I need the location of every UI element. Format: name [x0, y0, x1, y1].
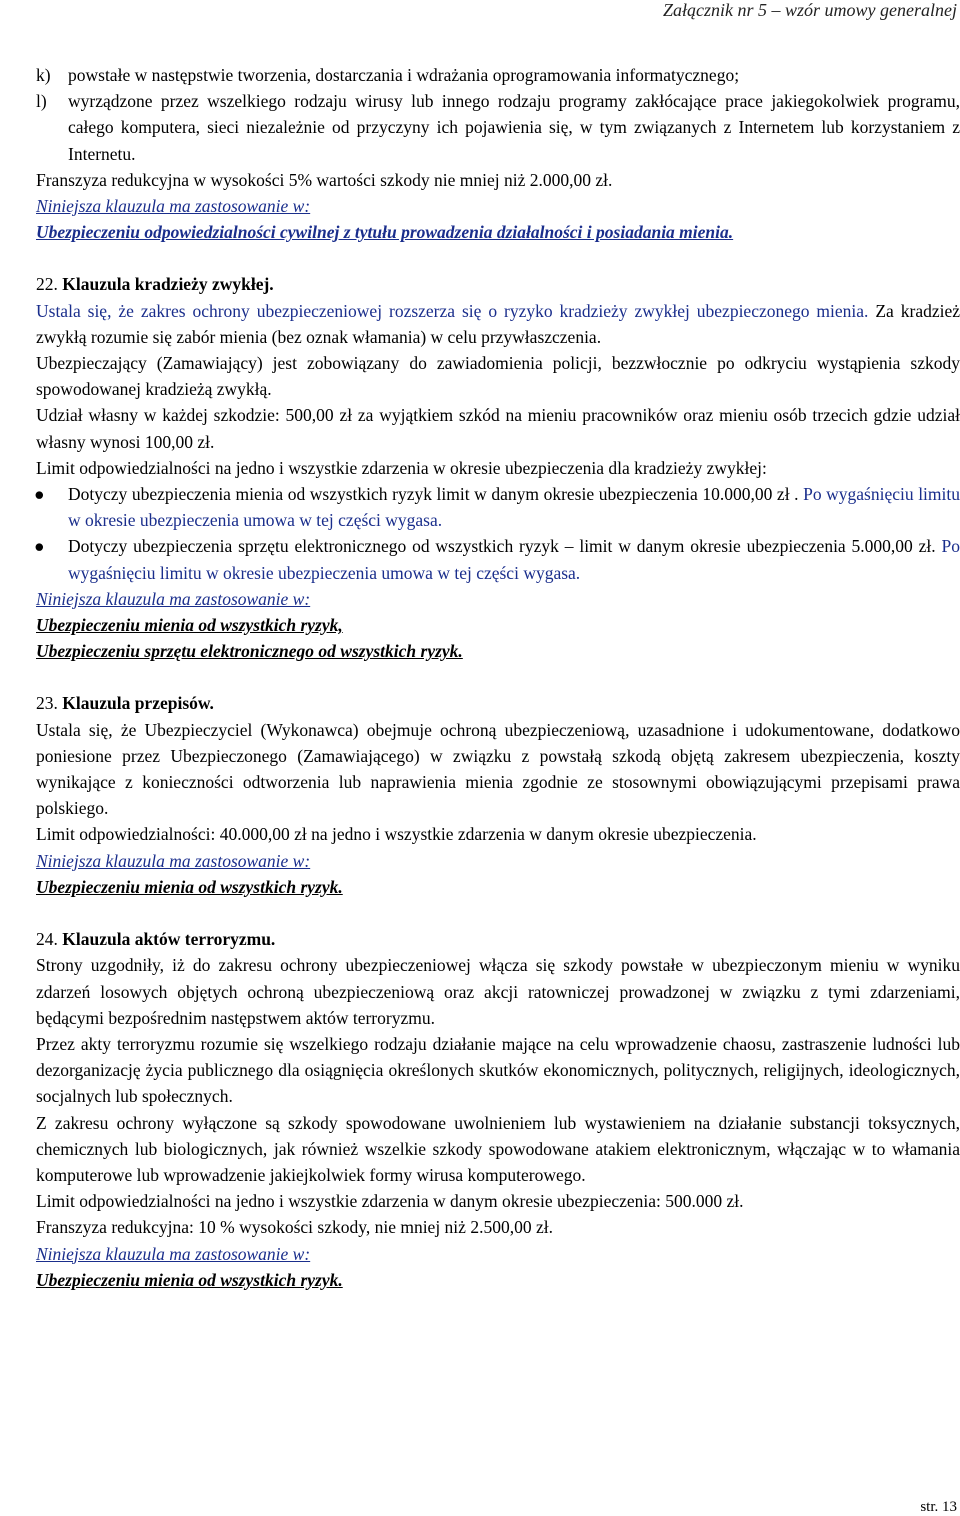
s24-paragraph-5: Franszyza redukcyjna: 10 % wysokości szkody, nie mniej niż 2.500,00 zł.	[36, 1217, 553, 1238]
applies-label: Niniejsza klauzula ma zastosowanie w:	[36, 588, 311, 609]
bullet-icon: ●	[34, 484, 45, 505]
s24-paragraph-2: Przez akty terroryzmu rozumie się wszelkiego rodzaju działanie mające na celu wprowadzenie chaosu, zastraszenie ludności lub dezorganizację życia publicznego dla osiągnięcia określonych skutków ekonomicznych, politycznych, religijnych, ideologicznych, socjalnych lub społecznych.	[36, 1033, 960, 1107]
list-item-l	[36, 88, 960, 167]
list-item-k	[36, 62, 960, 88]
applies-label: Niniejsza klauzula ma zastosowanie w:	[36, 850, 311, 871]
bullet-item: ● Dotyczy ubezpieczenia mienia od wszystkich ryzyk limit w danym okresie ubezpieczenia 10.000,00 zł . Po wygaśnięciu limitu w okresie ubezpieczenia umowa w tej części wygasa.	[36, 481, 960, 533]
list-label: k)	[36, 65, 51, 85]
s23-paragraph-2: Limit odpowiedzialności: 40.000,00 zł na jedno i wszystkie zdarzenia w danym okresie ubezpieczenia.	[36, 824, 757, 845]
applies-label: Niniejsza klauzula ma zastosowanie w:	[36, 196, 311, 217]
s22-paragraph-3: Udział własny w każdej szkodzie: 500,00 zł za wyjątkiem szkód na mieniu pracowników oraz mieniu osób trzecich gdzie udział własny wynosi 100,00 zł.	[36, 405, 960, 452]
section-title: Klauzula przepisów.	[62, 693, 214, 714]
s23-paragraph-1: Ustala się, że Ubezpieczyciel (Wykonawca) obejmuje ochroną ubezpieczeniową, uzasadnione i udokumentowane, dodatkowo poniesione przez Ubezpieczonego (Zamawiającego) w związku z powstałą szkodą objętą zakresem ubezpieczenia, koszty wynikające z konieczności odtworzenia lub naprawienia mienia zgodnie ze stosownymi obowiązującymi przepisami prawa polskiego.	[36, 719, 960, 819]
applies-label: Niniejsza klauzula ma zastosowanie w:	[36, 1243, 311, 1264]
section-title: Klauzula kradzieży zwykłej.	[62, 274, 274, 295]
applies-22-1: Ubezpieczeniu mienia od wszystkich ryzyk,	[36, 615, 343, 636]
section-24-heading	[36, 926, 960, 952]
document-body	[36, 62, 960, 1293]
list-text: wyrządzone przez wszelkiego rodzaju wirusy lub innego rodzaju programy zakłócające prace jakiegokolwiek programu, całego komputera, sieci niezależnie od przyczyny ich pojawienia się, w tym związanych z Internetem lub korzystaniem z Internetu.	[68, 91, 960, 164]
s22-paragraph-2: Ubezpieczający (Zamawiający) jest zobowiązany do zawiadomienia policji, bezzwłocznie po odkryciu wystąpienia szkody spowodowanej kradzieżą zwykłą.	[36, 353, 960, 400]
applies-22-2: Ubezpieczeniu sprzętu elektronicznego od wszystkich ryzyk.	[36, 641, 463, 662]
applies-24: Ubezpieczeniu mienia od wszystkich ryzyk.	[36, 1269, 343, 1290]
section-number: 24.	[36, 929, 58, 950]
s22-paragraph-4: Limit odpowiedzialności na jedno i wszystkie zdarzenia w okresie ubezpieczenia dla kradzieży zwykłej:	[36, 457, 767, 478]
list-text: powstałe w następstwie tworzenia, dostarczania i wdrażania oprogramowania informatycznego;	[68, 65, 740, 85]
section-title: Klauzula aktów terroryzmu.	[62, 929, 276, 950]
section-22-heading	[36, 271, 960, 297]
bullet-item: ● Dotyczy ubezpieczenia sprzętu elektronicznego od wszystkich ryzyk – limit w danym okresie ubezpieczenia 5.000,00 zł. Po wygaśnięciu limitu w okresie ubezpieczenia umowa w tej części wygasa.	[36, 533, 960, 585]
section-number: 23.	[36, 693, 58, 714]
s24-paragraph-3: Z zakresu ochrony wyłączone są szkody spowodowane uwolnieniem lub wystawieniem na działanie substancji toksycznych, chemicznych lub biologicznych, jak również wszelkie szkody spowodowane atakiem elektronicznym, włączając w to włamania komputerowe lub wprowadzenie jakiejkolwiek formy wirusa komputerowego.	[36, 1112, 960, 1185]
s24-paragraph-1: Strony uzgodniły, iż do zakresu ochrony ubezpieczeniowej włącza się szkody powstałe w ubezpieczonym mieniu w wyniku zdarzeń losowych objętych ochroną ubezpieczeniową oraz akcji ratowniczej prowadzonej w związku z tymi zdarzeniami, będącymi bezpośrednim następstwem aktów terroryzmu.	[36, 955, 960, 1028]
section-23-heading	[36, 690, 960, 716]
s24-paragraph-4: Limit odpowiedzialności na jedno i wszystkie zdarzenia w danym okresie ubezpieczenia: 500.000 zł.	[36, 1191, 744, 1212]
franszyza-21: Franszyza redukcyjna w wysokości 5% wartości szkody nie mniej niż 2.000,00 zł.	[36, 169, 613, 190]
section-number: 22.	[36, 274, 58, 295]
applies-21: Ubezpieczeniu odpowiedzialności cywilnej z tytułu prowadzenia działalności i posiadania mienia.	[36, 222, 734, 243]
list-label: l)	[36, 91, 47, 112]
page-number: str. 13	[920, 1499, 957, 1515]
page-header: Załącznik nr 5 – wzór umowy generalnej	[663, 0, 957, 20]
s22-paragraph-1: Ustala się, że zakres ochrony ubezpieczeniowej rozszerza się o ryzyko kradzieży zwykłej ubezpieczonego mienia. Za kradzież zwykłą rozumie się zabór mienia (bez oznak włamania) w celu przywłaszczenia.	[36, 300, 960, 347]
bullet-icon: ●	[34, 536, 45, 557]
applies-23: Ubezpieczeniu mienia od wszystkich ryzyk.	[36, 876, 343, 897]
